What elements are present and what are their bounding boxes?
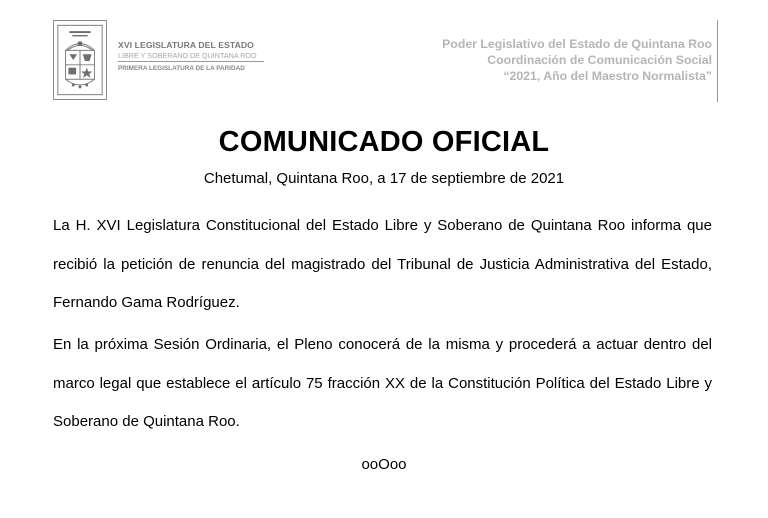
issuing-office-block — [442, 36, 712, 84]
communication-office-line: Coordinación de Comunicación Social — [487, 53, 712, 67]
dateline: Chetumal, Quintana Roo, a 17 de septiembre de 2021 — [203, 170, 565, 187]
legislative-power-line: Poder Legislativo del Estado de Quintana Roo — [442, 37, 712, 51]
state-name: LIBRE Y SOBERANO DE QUINTANA ROO — [118, 51, 264, 62]
closing-mark: ooOoo — [361, 456, 407, 473]
state-coat-of-arms-icon — [54, 21, 106, 99]
document-title: COMUNICADO OFICIAL — [218, 126, 550, 158]
legislature-tagline: PRIMERA LEGISLATURA DE LA PARIDAD — [118, 65, 245, 72]
coat-of-arms-logo — [53, 20, 107, 100]
legislature-name: XVI LEGISLATURA DEL ESTADO — [118, 40, 254, 50]
legislature-name-block — [118, 40, 278, 74]
body-paragraph-1: La H. XVI Legislatura Constitucional del Estado Libre y Soberano de Quintana Roo informa que recibió la petición de renuncia del magistrado del Tribunal de Justicia Administrativa del Estado, Fernando Gama Rodríguez. — [53, 217, 712, 311]
header-divider — [717, 20, 718, 102]
year-motto-line: “2021, Año del Maestro Normalista” — [503, 69, 712, 83]
body-paragraph-2: En la próxima Sesión Ordinaria, el Pleno conocerá de la misma y procederá a actuar dentro del marco legal que establece el artículo 75 fracción XX de la Constitución Política del Estado Libre y Soberano de Quintana Roo. — [53, 336, 712, 430]
